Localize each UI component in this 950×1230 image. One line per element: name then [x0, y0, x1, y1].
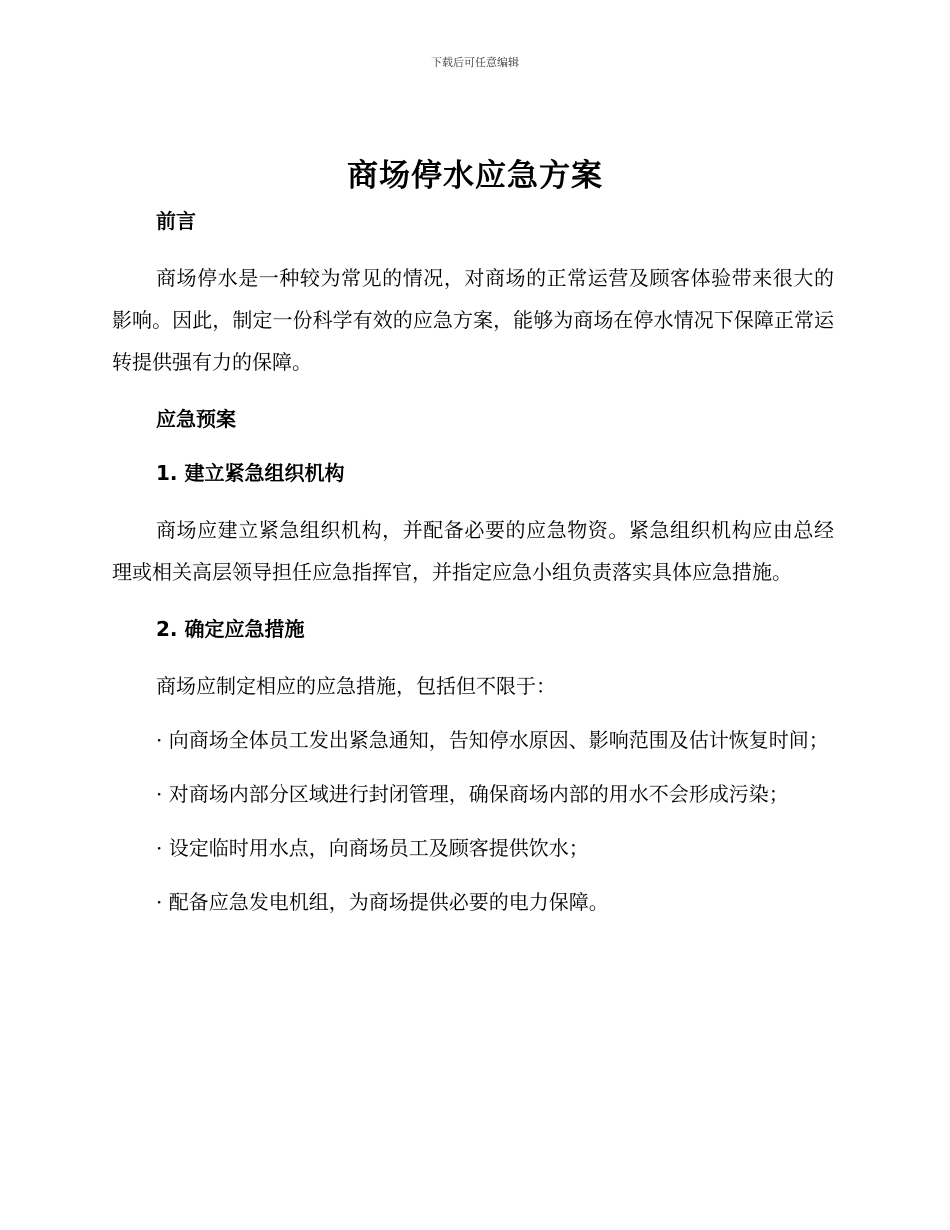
- step2-intro: 商场应制定相应的应急措施，包括但不限于：: [156, 674, 556, 698]
- bullet-item: · 设定临时用水点，向商场员工及顾客提供饮水；: [156, 836, 589, 860]
- document-body: [112, 203, 834, 935]
- step1-paragraph: 商场应建立紧急组织机构，并配备必要的应急物资。紧急组织机构应由总经理或相关高层领导担任应急指挥官，并指定应急小组负责落实具体应急措施。: [112, 518, 834, 584]
- preface-heading: 前言: [156, 209, 196, 233]
- step1-heading: 1. 建立紧急组织机构: [156, 461, 345, 485]
- bullet-item: · 配备应急发电机组，为商场提供必要的电力保障。: [156, 890, 609, 914]
- plan-heading: 应急预案: [156, 407, 236, 431]
- document-title: 商场停水应急方案: [347, 158, 603, 194]
- bullet-item: · 对商场内部分区域进行封闭管理，确保商场内部的用水不会形成污染；: [156, 782, 789, 806]
- bullet-item: · 向商场全体员工发出紧急通知，告知停水原因、影响范围及估计恢复时间；: [156, 728, 829, 752]
- preface-paragraph: 商场停水是一种较为常见的情况，对商场的正常运营及顾客体验带来很大的影响。因此，制定一份科学有效的应急方案，能够为商场在停水情况下保障正常运转提供强有力的保障。: [112, 266, 834, 374]
- step2-heading: 2. 确定应急措施: [156, 617, 305, 641]
- header-note: 下载后可任意编辑: [431, 56, 519, 69]
